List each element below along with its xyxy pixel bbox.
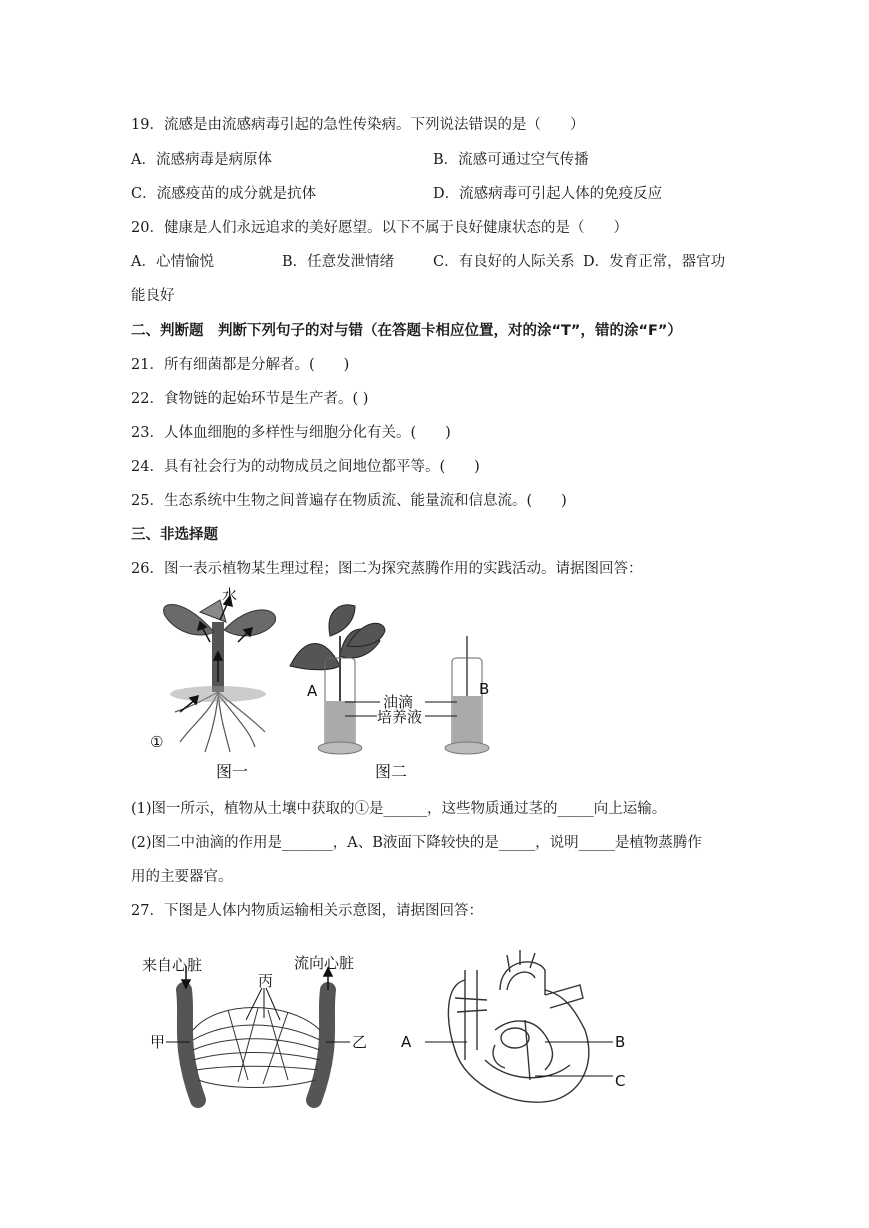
q24: 24．具有社会行为的动物成员之间地位都平等。( ) xyxy=(131,459,480,475)
fig-label-bing: 丙 xyxy=(258,972,274,990)
fig2-medium-label: 培养液 xyxy=(377,708,423,726)
fig2-label-a: A xyxy=(307,682,318,700)
q19-option-b: B．流感可通过空气传播 xyxy=(433,152,589,168)
fig2-label-b: B xyxy=(479,680,490,698)
q26-stem: 26．图一表示植物某生理过程；图二为探究蒸腾作用的实践活动。请据图回答： xyxy=(131,561,643,577)
q19-option-d: D．流感病毒可引起人体的免疫反应 xyxy=(433,186,663,202)
fig1-marker: ① xyxy=(150,733,164,751)
figure-heart xyxy=(395,950,640,1120)
q20-option-d: D．发育正常，器官功 xyxy=(583,254,726,270)
q26-sub1: (1)图一所示，植物从土壤中获取的①是______，这些物质通过茎的_____向上运输。 xyxy=(131,801,667,817)
q22: 22．食物链的起始环节是生产者。( ) xyxy=(131,391,369,407)
fig2-caption: 图二 xyxy=(375,762,408,781)
q19-stem: 19．流感是由流感病毒引起的急性传染病。下列说法错误的是（ ） xyxy=(131,117,585,133)
q26-sub2-cont: 用的主要器官。 xyxy=(131,869,233,885)
q26-sub2: (2)图二中油滴的作用是_______，A、B液面下降较快的是_____，说明_____是植物蒸腾作 xyxy=(131,835,702,851)
figure-plant-water xyxy=(140,582,300,782)
q20-option-a: A．心情愉悦 xyxy=(131,254,214,270)
section3-title: 三、非选择题 xyxy=(131,527,218,543)
q25: 25．生态系统中生物之间普遍存在物质流、能量流和信息流。( ) xyxy=(131,493,567,509)
q23: 23．人体血细胞的多样性与细胞分化有关。( ) xyxy=(131,425,451,441)
fig-to-heart: 流向心脏 xyxy=(294,954,355,972)
q20-option-c: C．有良好的人际关系 xyxy=(433,254,575,270)
q20-stem: 20．健康是人们永远追求的美好愿望。以下不属于良好健康状态的是（ ） xyxy=(131,220,628,236)
fig2-oil-label: 油滴 xyxy=(383,693,414,711)
fig-label-jia: 甲 xyxy=(150,1033,166,1051)
heart-label-b: B xyxy=(615,1033,626,1051)
q20-option-d-cont: 能良好 xyxy=(131,288,175,304)
figure-transpiration-tubes xyxy=(285,596,525,782)
q19-option-c: C．流感疫苗的成分就是抗体 xyxy=(131,186,317,202)
q21: 21．所有细菌都是分解者。( ) xyxy=(131,357,350,373)
section2-title: 二、判断题 判断下列句子的对与错（在答题卡相应位置，对的涂“T”，错的涂“F”） xyxy=(131,323,682,339)
q27-stem: 27．下图是人体内物质运输相关示意图，请据图回答： xyxy=(131,903,483,919)
heart-label-c: C xyxy=(615,1072,626,1090)
q20-option-b: B．任意发泄情绪 xyxy=(282,254,395,270)
fig1-caption: 图一 xyxy=(216,762,249,781)
figure-blood-vessels xyxy=(138,950,378,1115)
heart-label-a: A xyxy=(401,1033,412,1051)
q19-option-a: A．流感病毒是病原体 xyxy=(131,152,272,168)
fig1-water-label: 水 xyxy=(222,586,238,604)
fig-from-heart: 来自心脏 xyxy=(142,956,203,974)
fig-label-yi: 乙 xyxy=(352,1033,368,1051)
